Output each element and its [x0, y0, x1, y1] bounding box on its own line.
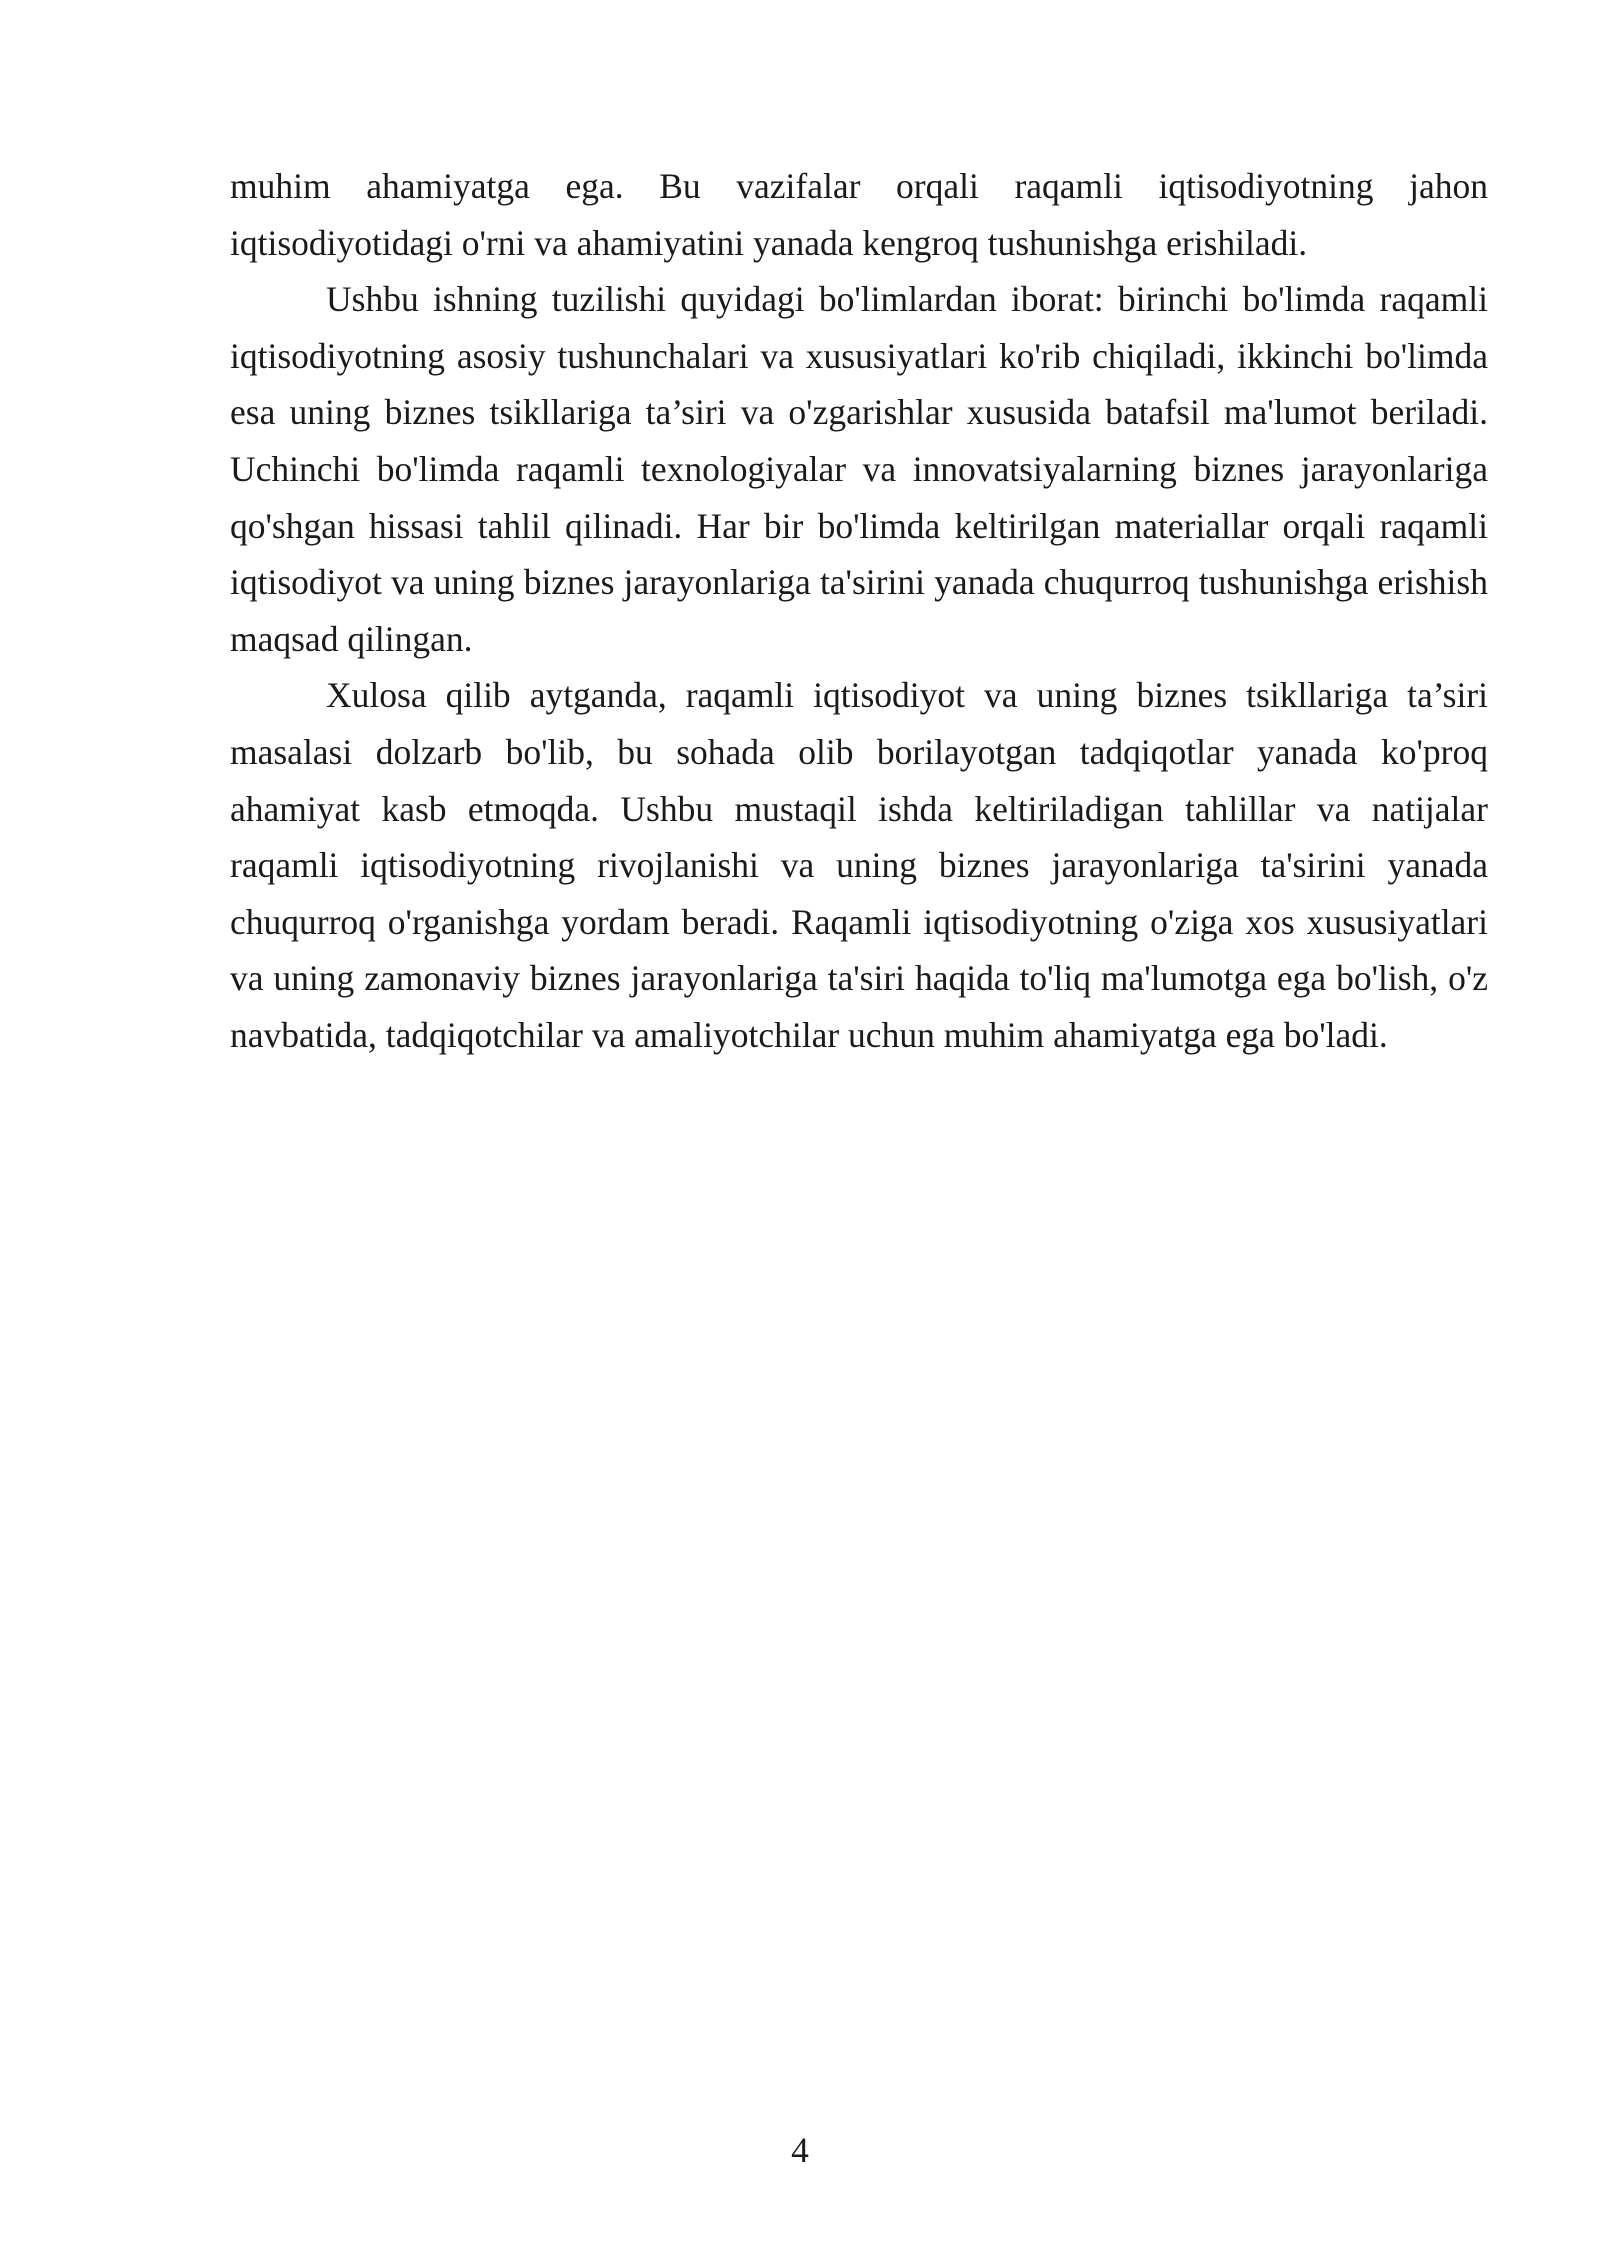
- paragraph-structure: Ushbu ishning tuzilishi quyidagi bo'limlardan iborat: birinchi bo'limda raqamli iqtisodiyotning asosiy tushunchalari va xususiyatlari ko'rib chiqiladi, ikkinchi bo'limda esa uning biznes tsikllariga ta’siri va o'zgarishlar xususida batafsil ma'lumot beriladi. Uchinchi bo'limda raqamli texnologiyalar va innovatsiyalarning biznes jarayonlariga qo'shgan hissasi tahlil qilinadi. Har bir bo'limda keltirilgan materiallar orqali raqamli iqtisodiyot va uning biznes jarayonlariga ta'sirini yanada chuqurroq tushunishga erishish maqsad qilingan.: [230, 279, 1488, 659]
- paragraph-conclusion: Xulosa qilib aytganda, raqamli iqtisodiyot va uning biznes tsikllariga ta’siri masalasi dolzarb bo'lib, bu sohada olib borilayotgan tadqiqotlar yanada ko'proq ahamiyat kasb etmoqda. Ushbu mustaqil ishda keltiriladigan tahlillar va natijalar raqamli iqtisodiyotning rivojlanishi va uning biznes jarayonlariga ta'sirini yanada chuqurroq o'rganishga yordam beradi. Raqamli iqtisodiyotning o'ziga xos xususiyatlari va uning zamonaviy biznes jarayonlariga ta'siri haqida to'liq ma'lumotga ega bo'lish, o'z navbatida, tadqiqotchilar va amaliyotchilar uchun muhim ahamiyatga ega bo'ladi.: [230, 675, 1488, 1055]
- paragraph-continuation: muhim ahamiyatga ega. Bu vazifalar orqali raqamli iqtisodiyotning jahon iqtisodiyotidagi o'rni va ahamiyatini yanada kengroq tushunishga erishiladi.: [230, 166, 1488, 263]
- page-number: 4: [791, 2130, 809, 2170]
- body-text: [230, 158, 1488, 1064]
